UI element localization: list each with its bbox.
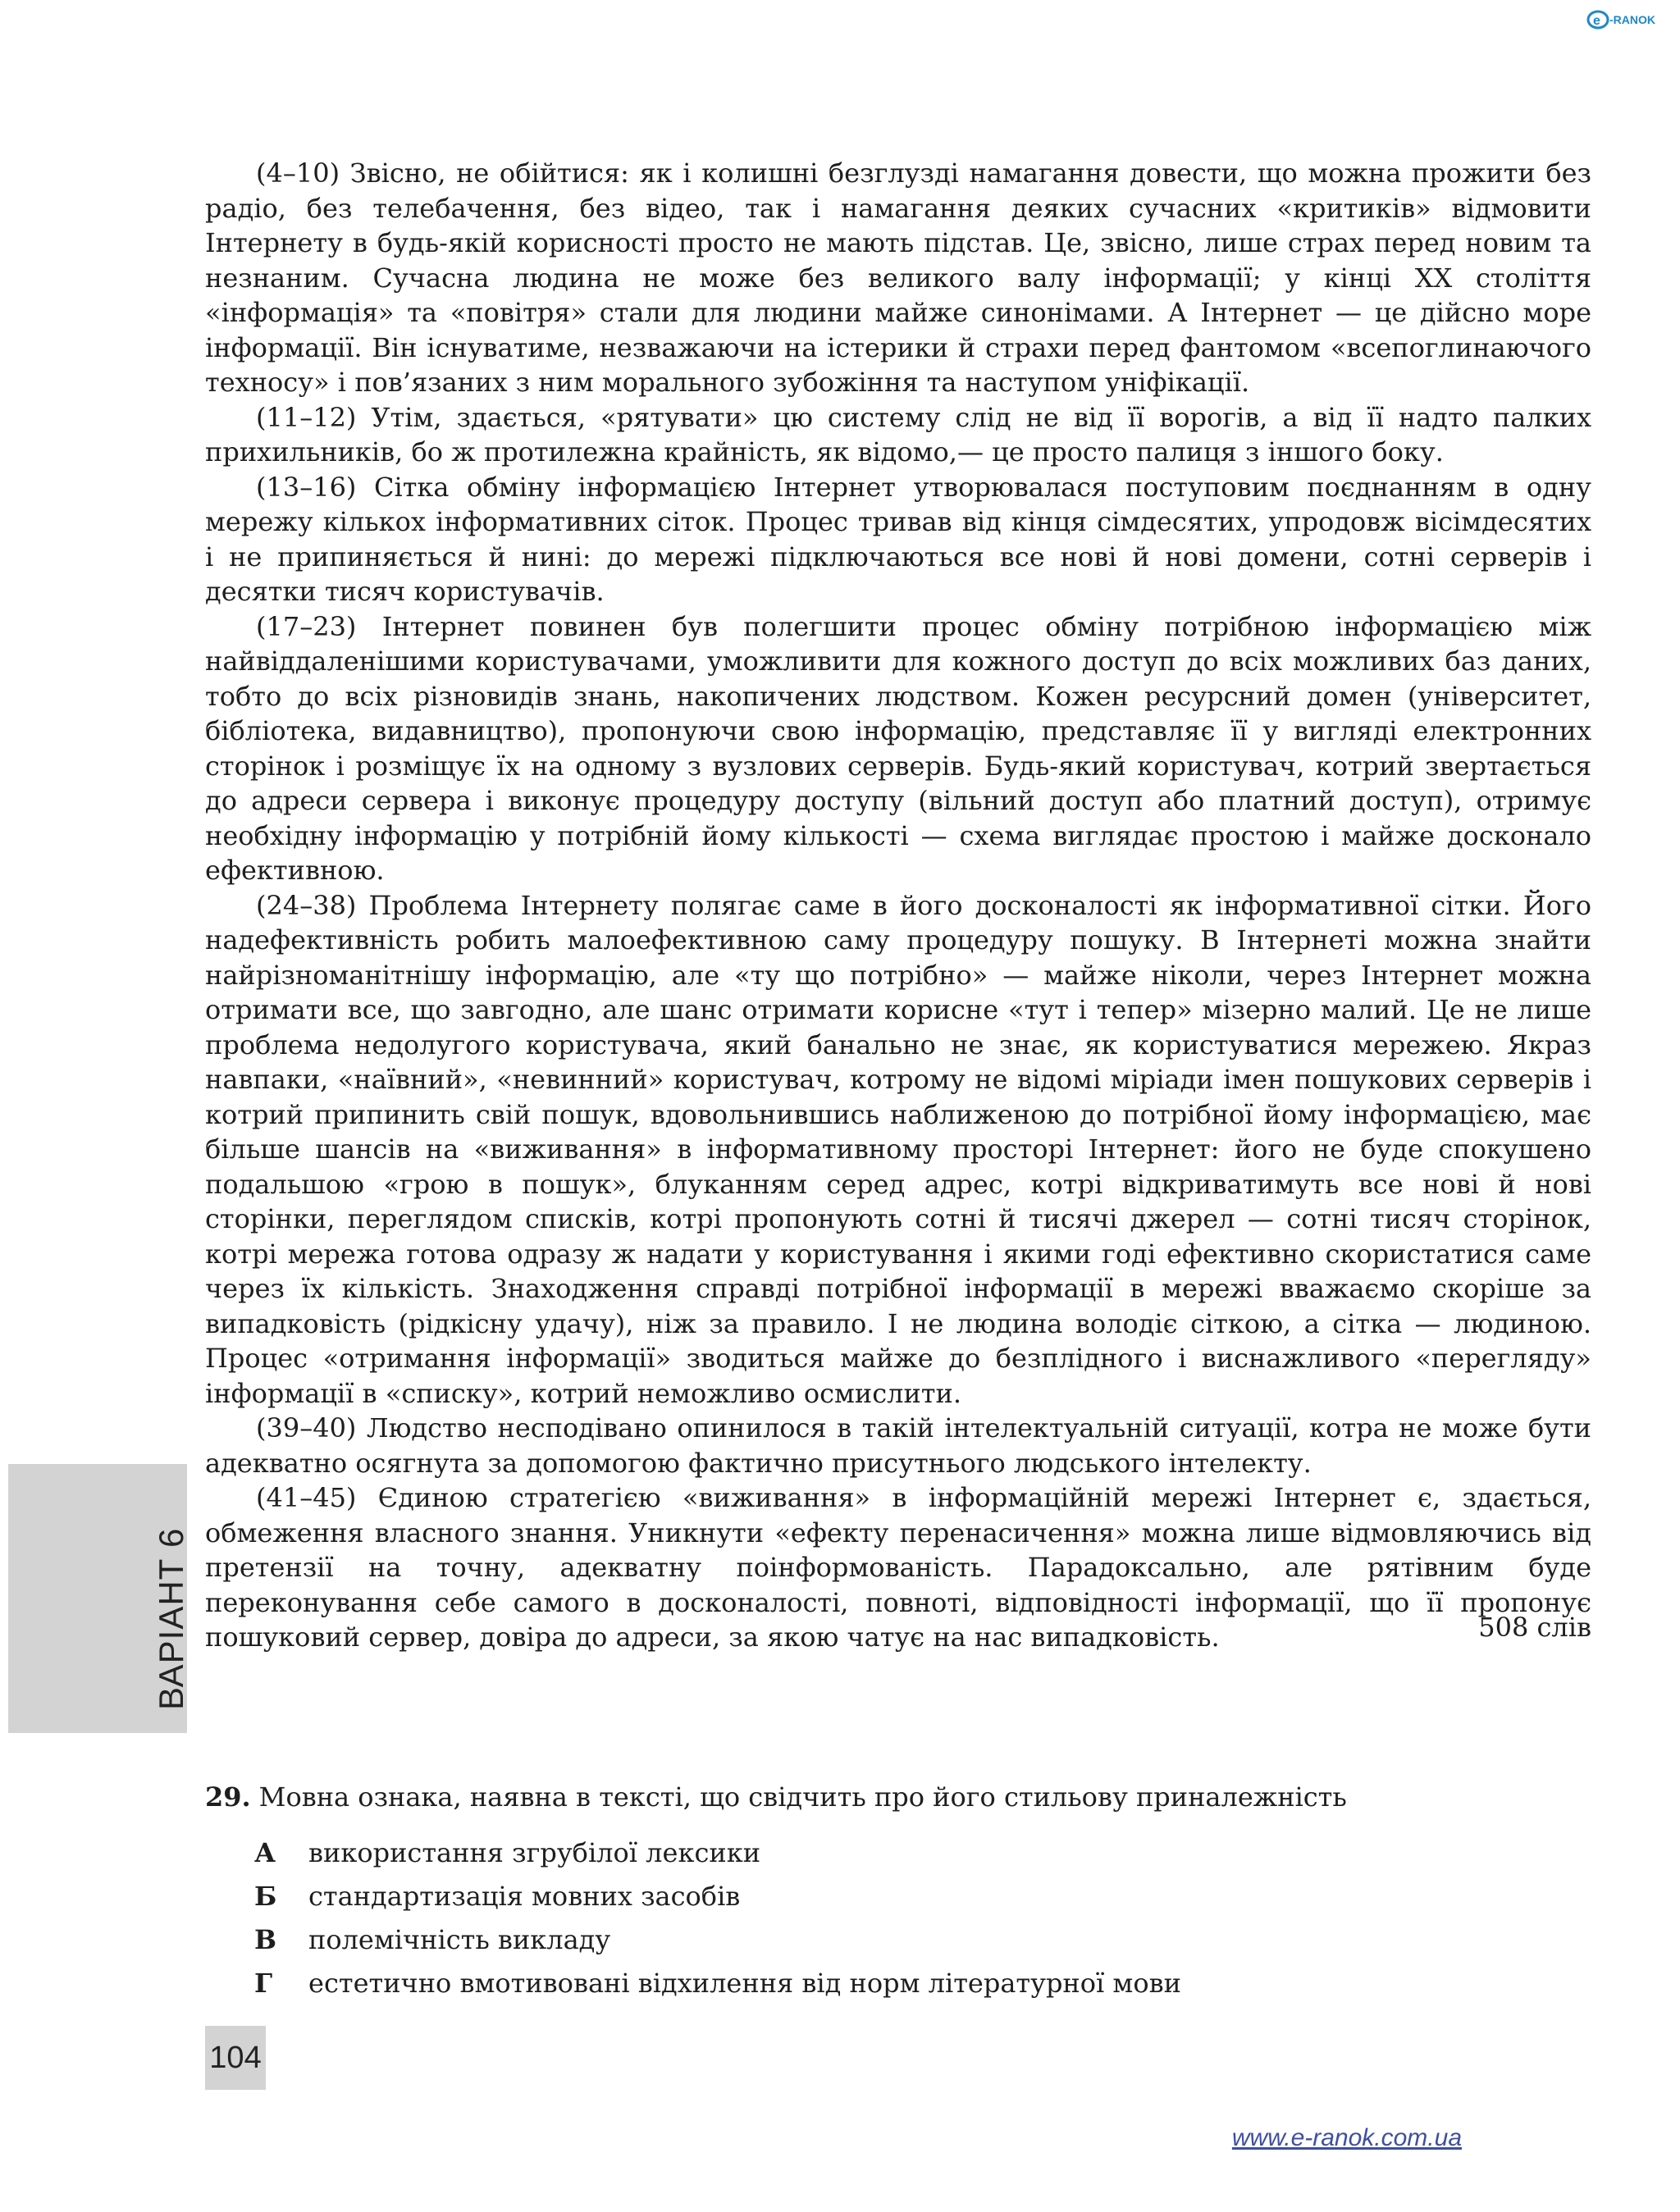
publisher-logo — [1586, 5, 1660, 33]
page-number: 104 — [205, 2026, 266, 2090]
paragraph-39-40: (39–40) Людство несподівано опинилося в такій інтелектуальній ситуації, котра не може бути адекватно осягнута за допомогою фактично присутнього людського інтелекту. — [205, 1412, 1591, 1479]
option-text: естетично вмотивовані відхилення від норм літературної мови — [308, 1967, 1181, 1999]
option-text: використання згрубілої лексики — [308, 1836, 761, 1868]
option-letter: В — [254, 1923, 277, 1955]
option-letter: А — [254, 1836, 276, 1868]
option-text: полемічність викладу — [308, 1923, 611, 1955]
paragraph-11-12: (11–12) Утім, здається, «рятувати» цю систему слід не від її ворогів, а від її надто палких прихильників, бо ж протилежна крайність, як відомо,— це просто палиця з іншого боку. — [205, 401, 1591, 467]
question-29 — [205, 1781, 1347, 1813]
answer-option-b[interactable] — [254, 1874, 1181, 1918]
answer-options — [254, 1831, 1181, 2004]
e-ranok-logo-icon — [1586, 7, 1660, 31]
svg-text:e: e — [1593, 14, 1600, 28]
paragraph-17-23: (17–23) Інтернет повинен був полегшити процес обміну потрібною інформацією між найвіддаленішими користувачами, уможливити для кожного доступ до всіх можливих баз даних, тобто до всіх різновидів знань, накопичених людством. Кожен ресурсний домен (університет, бібліотека, видавництво), пропонуючи свою інформацію, представляє її у вигляді електронних сторінок і розміщує їх на одному з вузлових серверів. Будь-який користувач, котрий звертається до адреси сервера і виконує процедуру доступу (вільний доступ або платний доступ), отримує необхідну інформацію у потрібній йому кількості — схема виглядає простою і майже досконало ефективною. — [205, 610, 1591, 886]
answer-option-a[interactable] — [254, 1831, 1181, 1874]
question-text: Мовна ознака, наявна в тексті, що свідчить про його стильову приналежність — [258, 1781, 1347, 1813]
answer-option-v[interactable] — [254, 1918, 1181, 1961]
paragraph-4-10: (4–10) Звісно, не обійтися: як і колишні безглузді намагання довести, що можна прожити без радіо, без телебачення, без відео, так і намагання деяких сучасних «критиків» відмовити Інтернету в будь-якій корисності просто не мають підстав. Це, звісно, лише страх перед новим та незнаним. Сучасна людина не може без великого валу інформації; у кінці ХХ століття «інформація» та «повітря» стали для людини майже синонімами. А Інтернет — це дійсно море інформації. Він існуватиме, незважаючи на істерики й страхи перед фантомом «всепоглинаючого техносу» і пов’язаних з ним морального зубожіння та наступом уніфікації. — [205, 157, 1591, 398]
word-count: 508 слів — [1478, 1612, 1591, 1643]
answer-option-h[interactable] — [254, 1961, 1181, 2004]
variant-label: ВАРІАНТ 6 — [152, 1527, 190, 1710]
svg-text:-RANOK: -RANOK — [1609, 13, 1655, 26]
variant-side-tab — [8, 1464, 190, 1733]
option-letter: Г — [254, 1967, 273, 1999]
reading-text — [205, 156, 1591, 1655]
paragraph-41-45: (41–45) Єдиною стратегією «виживання» в інформаційній мережі Інтернет є, здається, обмеження власного знання. Уникнути «ефекту перенасичення» можна лише відмовляючись від претензії на точну, адекватну поінформованість. Парадоксально, але рятівним буде переконування себе самого в досконалості, повноті, відповідності інформації, що її пропонує пошуковий сервер, довіра до адреси, за якою чатує на нас випадковість. — [205, 1482, 1591, 1653]
option-letter: Б — [254, 1880, 277, 1912]
paragraph-24-38: (24–38) Проблема Інтернету полягає саме в його досконалості як інформативної сітки. Його надефективність робить малоефективною саму процедуру пошуку. В Інтернеті можна знайти найрізноманітнішу інформацію, але «ту що потрібно» — майже ніколи, через Інтернет можна отримати все, що завгодно, але шанс отримати корисне «тут і тепер» мізерно малий. Це не лише проблема недолугого користувача, який банально не знає, як користуватися мережею. Якраз навпаки, «наївний», «невинний» користувач, котрому не відомі міріади імен пошукових серверів і котрий припинить свій пошук, вдовольнившись наближеною до потрібної йому інформацією, має більше шансів на «виживання» в інформативному просторі Інтернет: його не буде спокушено подальшою «грою в пошук», блуканням серед адрес, котрі відкриватимуть все нові й нові сторінки, переглядом списків, котрі пропонують сотні й тисячі джерел — сотні тисяч сторінок, котрі мережа готова одразу ж надати у користування і якими годі ефективно скористатися саме через їх кількість. Знаходження справді потрібної інформації в мережі вважаємо скоріше за випадковість (рідкісну удачу), ніж за правило. І не людина володіє сіткою, а сітка — людиною. Процес «отримання інформації» зводиться майже до безплідного і виснажливого «перегляду» інформації в «списку», котрий неможливо осмислити. — [205, 889, 1591, 1409]
question-number: 29. — [205, 1781, 251, 1813]
website-link[interactable]: www.e-ranok.com.ua — [1231, 2124, 1462, 2151]
option-text: стандартизація мовних засобів — [308, 1880, 741, 1912]
paragraph-13-16: (13–16) Сітка обміну інформацією Інтернет утворювалася поступовим поєднанням в одну мережу кількох інформативних сіток. Процес тривав від кінця сімдесятих, упродовж вісімдесятих і не припиняється й нині: до мережі підключаються все нові й нові домени, сотні серверів і десятки тисяч користувачів. — [205, 471, 1591, 607]
